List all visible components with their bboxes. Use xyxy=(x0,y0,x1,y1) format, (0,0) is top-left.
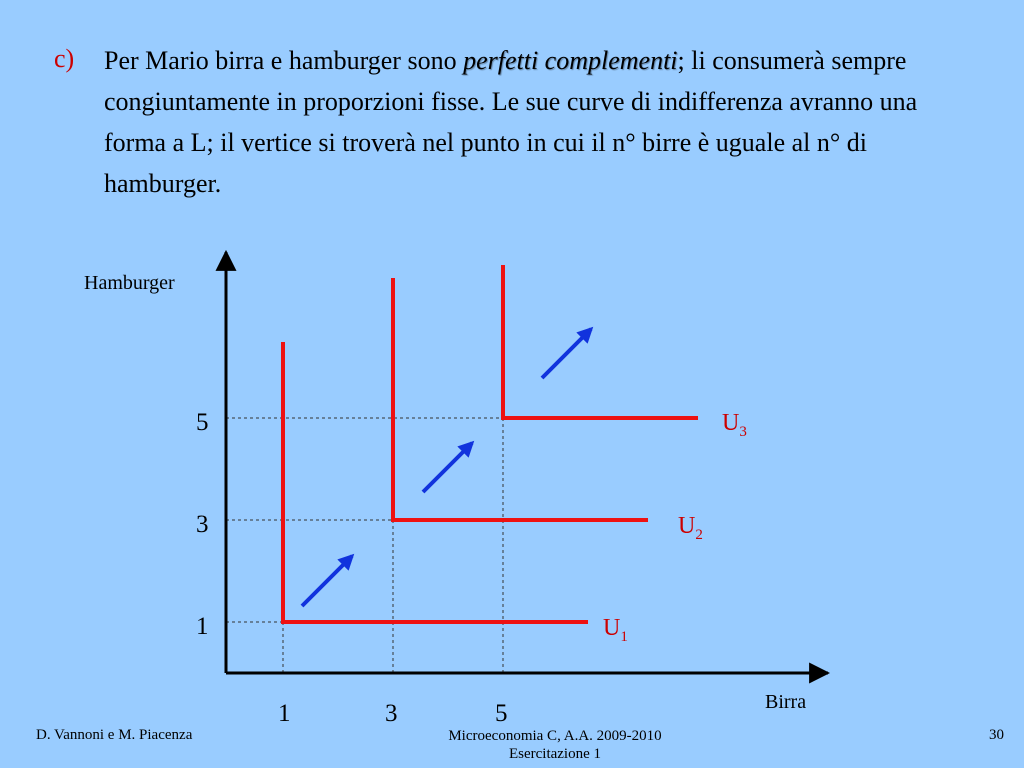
paragraph-text-after: ; li consumerà sempre congiuntamente in proporzioni fisse. Le sue curve di indifferenza avranno una forma a L; il vertice si troverà nel punto in cui il n° birre è uguale al n° di hamburger. xyxy=(104,46,918,198)
y-tick-label: 5 xyxy=(196,409,209,436)
curve-label-u1: $U_1$ xyxy=(603,615,628,645)
footer-authors: D. Vannoni e M. Piacenza xyxy=(36,727,193,743)
y-tick-label: 3 xyxy=(196,511,209,538)
y-tick-label: 1 xyxy=(196,613,209,640)
footer-course xyxy=(0,727,1024,763)
x-tick-label: 1 xyxy=(278,700,291,727)
indifference-curve-u3 xyxy=(503,265,698,418)
page-number: 30 xyxy=(989,727,1004,743)
curve-label-u2: $U_2$ xyxy=(678,513,703,543)
list-marker: c) xyxy=(54,44,75,73)
x-tick-label: 5 xyxy=(495,700,508,727)
preference-arrow-3 xyxy=(542,329,591,378)
preference-arrow-2 xyxy=(423,443,472,492)
footer-course-line1: Microeconomia C, A.A. 2009-2010 xyxy=(448,728,662,744)
footer-course-line2: Esercitazione 1 xyxy=(508,746,602,762)
y-axis-label: Hamburger xyxy=(84,272,175,294)
x-tick-label: 3 xyxy=(385,700,398,727)
paragraph-text-before: Per Mario birra e hamburger sono xyxy=(104,46,464,75)
emphasis-text: perfetti complementi xyxy=(463,46,678,75)
x-axis-label: Birra xyxy=(765,691,807,713)
preference-arrow-1 xyxy=(302,556,352,606)
curve-label-u3: $U_3$ xyxy=(722,410,747,440)
